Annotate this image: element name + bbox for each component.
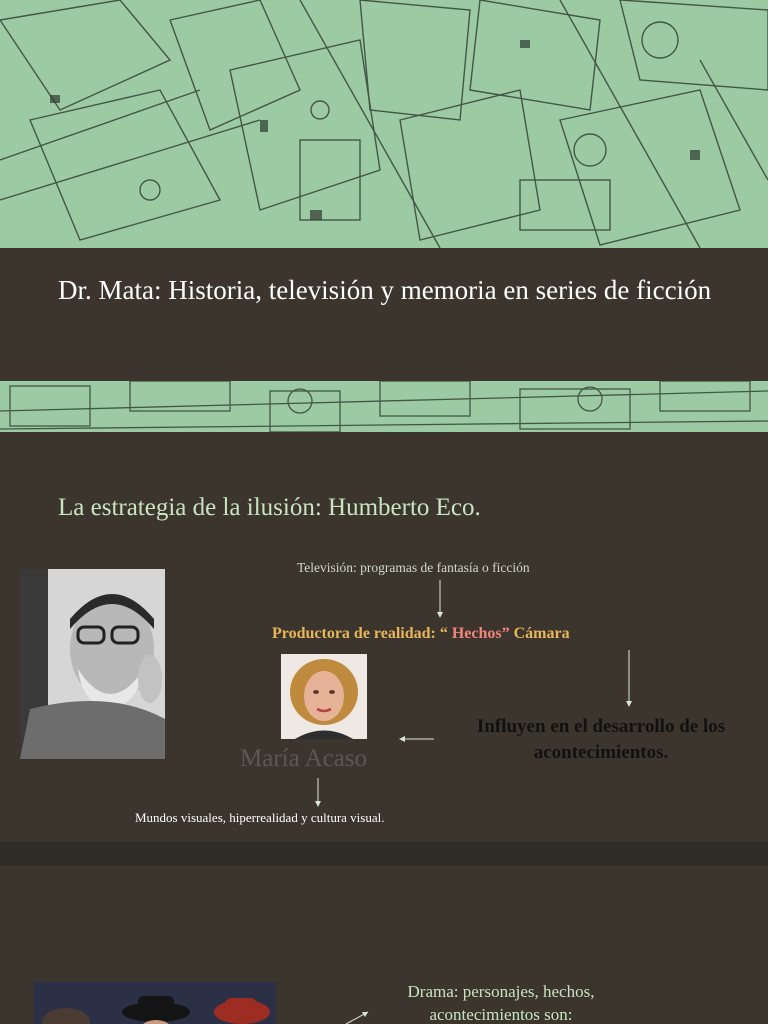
camara-label: Cámara	[509, 625, 570, 642]
tv-text: Televisión: programas de fantasía o ficción	[297, 560, 530, 575]
title-band	[0, 248, 768, 381]
city-sketch-banner-bottom	[0, 381, 768, 432]
arrow-connectors	[0, 432, 768, 842]
slide-heading: La estrategia de la ilusión: Humberto Eco.	[58, 494, 481, 521]
influyen-text: Influyen en el desarrollo de los acontecimientos.	[476, 716, 726, 763]
drama-text: Drama: personajes, hechos, acontecimientos son:	[407, 982, 595, 1024]
mundos-text: Mundos visuales, hiperrealidad y cultura visual.	[135, 810, 385, 825]
productora-label: Productora de realidad: “	[272, 625, 452, 642]
drama-arrow	[340, 1006, 380, 1024]
city-sketch-banner-top	[0, 0, 768, 248]
title-slide	[0, 0, 768, 432]
acaso-name: María Acaso	[240, 745, 368, 772]
hechos-label: Hechos”	[451, 625, 510, 642]
drama-cast-photo	[34, 982, 276, 1024]
eco-slide	[0, 432, 768, 842]
drama-slide	[0, 866, 768, 1024]
slide-title: Dr. Mata: Historia, televisión y memoria en series de ficción	[58, 275, 712, 305]
slide-separator	[0, 842, 768, 866]
